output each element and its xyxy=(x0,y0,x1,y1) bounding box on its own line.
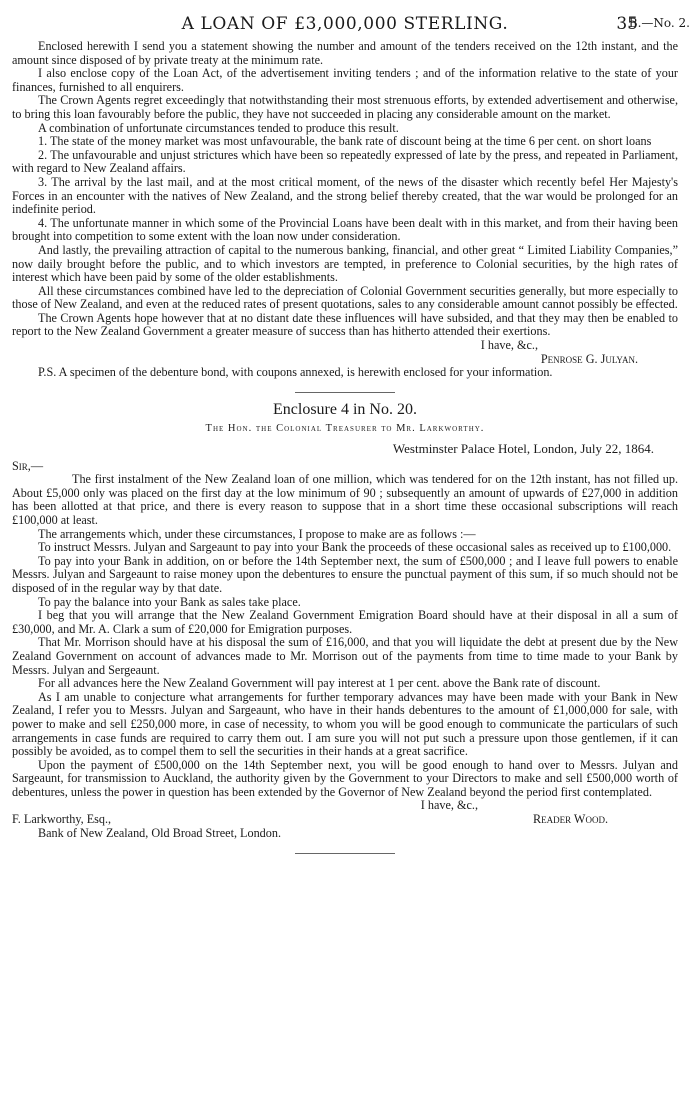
paragraph: The first instalment of the New Zealand loan of one million, which was tendered for on the 12th instant, has not filled up. About £5,000 only was placed on the first day at the low minimum of 90 ; subsequently an amount of upwards of £27,000 in addition has been allotted at that price, and there is every reason to suppose that in a short time these occasional subscriptions will reach £100,000 at least. xyxy=(12,472,678,527)
letter-closing: I have, &c., xyxy=(420,798,478,813)
paragraph: To instruct Messrs. Julyan and Sargeaunt to pay into your Bank the proceeds of these occasional sales as received up to £100,000. xyxy=(38,540,672,555)
document-body xyxy=(12,40,678,854)
paragraph: Upon the payment of £500,000 on the 14th September next, you will be good enough to hand over to Messrs. Julyan and Sargeaunt, for transmission to Auckland, the authority given by the Government to your Directors to make and sell £500,000 worth of debentures, unless the power in question has been extended by the Governor of New Zealand beyond the period first contemplated. xyxy=(12,757,678,799)
paragraph: 2. The unfavourable and unjust strictures which have been so repeatedly expressed of late by the press, and repeated in Parliament, with regard to New Zealand affairs. xyxy=(12,147,678,176)
paragraph: The Crown Agents regret exceedingly that notwithstanding their most strenuous efforts, by extended advertisement and otherwise, to bring this loan favourably before the public, they have not succeeded in placing any considerable amount on the market. xyxy=(12,93,678,121)
paragraph: Enclosed herewith I send you a statement showing the number and amount of the tenders received on the 12th instant, and the amount since disposed of by private treaty at the minimum rate. xyxy=(12,39,678,67)
postscript: P.S. A specimen of the debenture bond, with coupons annexed, is herewith enclosed for your information. xyxy=(38,365,553,380)
section-divider xyxy=(295,392,395,393)
paragraph: I beg that you will arrange that the New Zealand Government Emigration Board should have at their disposal in all a sum of £30,000, and Mr. A. Clark a sum of £20,000 for Emigration purposes. xyxy=(12,608,678,636)
paragraph: A combination of unfortunate circumstances tended to produce this result. xyxy=(38,120,399,135)
enclosure-title: Enclosure 4 in No. 20. xyxy=(273,400,417,418)
paragraph: 4. The unfortunate manner in which some of the Provincial Loans have been dealt with in this market, and from their having been brought into competition to some extent with the loan now under consideration. xyxy=(12,215,678,244)
paragraph: I also enclose copy of the Loan Act, of the advertisement inviting tenders ; and of the information relative to the state of your finances, furnished to all enquirers. xyxy=(12,66,678,94)
page-title: A LOAN OF £3,000,000 STERLING. xyxy=(181,14,509,34)
paragraph: That Mr. Morrison should have at his disposal the sum of £16,000, and that you will liquidate the debt at present due by the New Zealand Government on account of advances made to Mr. Morrison out of the payments from time to time made to your Bank by Messrs. Julyan and Sergeaunt. xyxy=(12,635,678,677)
signature: Reader Wood. xyxy=(532,812,608,827)
paragraph: To pay the balance into your Bank as sales take place. xyxy=(38,594,301,609)
letter-closing: I have, &c., xyxy=(480,338,538,353)
paragraph: To pay into your Bank in addition, on or before the 14th September next, the sum of £500,000 ; and I leave full powers to enable Messrs. Julyan and Sargeaunt to raise money upon the debentures to ensure the punctual payment of this sum, if so much should not be disposed of in the regular way by that date. xyxy=(12,553,678,595)
page-header xyxy=(12,0,690,40)
paragraph: 1. The state of the money market was most unfavourable, the bank rate of discount being at the time 6 per cent. on short loans xyxy=(38,134,652,149)
paragraph: The arrangements which, under these circumstances, I propose to make are as follows :— xyxy=(38,526,476,541)
paragraph: The Crown Agents hope however that at no distant date these influences will have subsided, and that they may then be enabled to report to the New Zealand Government a greater measure of success than has hitherto attended their exertions. xyxy=(12,310,678,339)
paragraph: 3. The arrival by the last mail, and at the most critical moment, of the news of the disaster which recently befel Her Majesty's Forces in an encounter with the natives of New Zealand, and the strong belief thereby created, that the war would be prolonged for an indefinite period. xyxy=(12,174,678,217)
document-page xyxy=(12,0,690,864)
section-divider xyxy=(295,853,395,854)
paragraph: All these circumstances combined have led to the depreciation of Colonial Government securities generally, but more especially to those of New Zealand, and even at the reduced rates of present quotations, sales to any considerable amount cannot possibly be effected. xyxy=(12,283,678,312)
paragraph: As I am unable to conjecture what arrangements for further temporary advances may have been made with your Bank in New Zealand, I refer you to Messrs. Julyan and Sargeaunt, who have in their hands debentures to the amount of £1,000,000 for sale, with power to make and sell £250,000 more, in case of necessity, to whom you will be good enough to communicate the particulars of such arrangements in case funds are required to carry them out. I am sure you will not put such a pressure upon those gentlemen, if it can possibly be avoided, as to compel them to sell the securities in their hands at a great sacrifice. xyxy=(12,689,678,759)
dateline: Westminster Palace Hotel, London, July 22, 1864. xyxy=(392,441,654,457)
signature: Penrose G. Julyan. xyxy=(540,351,638,366)
addressee-address: Bank of New Zealand, Old Broad Street, London. xyxy=(38,826,282,841)
paragraph: And lastly, the prevailing attraction of capital to the numerous banking, financial, and other great “ Limited Liability Companies,” now daily brought before the public, and to which investors are tempted, in preference to Colonial securities, by the high rates of interest which have been paid by some of the older establishments. xyxy=(12,242,678,285)
document-reference: B.—No. 2. xyxy=(628,16,690,30)
addressee-signature-row xyxy=(12,813,678,827)
salutation: Sir,— xyxy=(12,458,44,473)
page-number: 35 xyxy=(616,14,638,34)
paragraph: For all advances here the New Zealand Government will pay interest at 1 per cent. above the Bank rate of discount. xyxy=(38,676,601,691)
enclosure-subtitle: The Hon. the Colonial Treasurer to Mr. Larkworthy. xyxy=(205,423,485,435)
addressee: F. Larkworthy, Esq., xyxy=(12,812,112,827)
